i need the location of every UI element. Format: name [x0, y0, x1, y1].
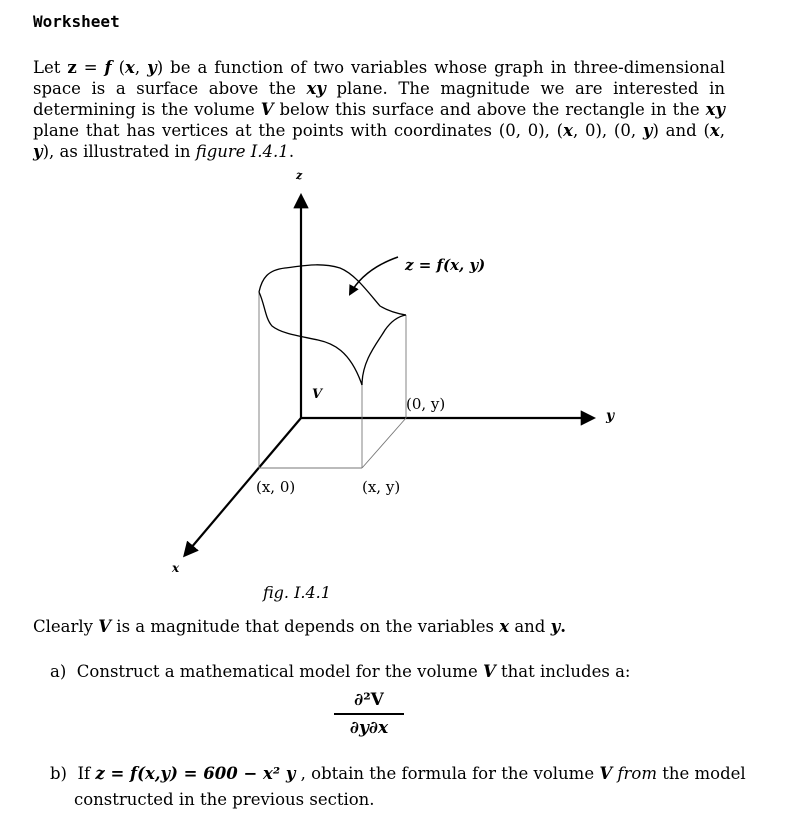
question-b: b) If z = f(x,y) = 600 − x² y , obtain the formula for the volume V from the model constructed in the previous section.	[50, 764, 746, 809]
figure-reference: figure I.4.1	[195, 142, 289, 161]
volume-figure	[0, 160, 800, 600]
fraction-numerator: ∂²V	[354, 690, 384, 710]
worksheet-title: Worksheet	[33, 12, 120, 31]
question-a: a) Construct a mathematical model for the volume V that includes a:	[50, 662, 631, 681]
z-axis-label: z	[296, 169, 303, 182]
x-axis-label: x	[172, 561, 180, 575]
surface-pointer	[350, 257, 398, 294]
fraction-bar	[334, 713, 404, 715]
y-axis-label: y	[606, 408, 615, 424]
figure-caption: fig. I.4.1	[263, 583, 331, 602]
volume-label: V	[312, 387, 323, 402]
fraction-denominator: ∂y∂x	[349, 717, 389, 738]
point-x0-label: (x, 0)	[256, 478, 296, 496]
intro-paragraph: Let z = f (x, y) be a function of two variables whose graph in three-dimensional space is a surface above the xy plane. The magnitude we are interested in determining is the volume V below this surface and above the rectangle in the xy plane that has vertices at the points with coordinates (0, 0), (x, 0), (0, y) and (x, y), as illustrated in figure I.4.1.	[33, 58, 726, 161]
function-formula: z = f(x,y) = 600 − x² y	[95, 764, 296, 783]
point-xy-label: (x, y)	[362, 478, 401, 496]
partial-derivative-fraction	[334, 690, 404, 738]
clearly-sentence: Clearly V is a magnitude that depends on the variables x and y.	[33, 617, 566, 636]
surface-outline	[259, 262, 406, 385]
surface-label: z = f(x, y)	[405, 256, 486, 274]
point-0y-label: (0, y)	[406, 395, 446, 413]
var-z: z	[67, 58, 77, 77]
